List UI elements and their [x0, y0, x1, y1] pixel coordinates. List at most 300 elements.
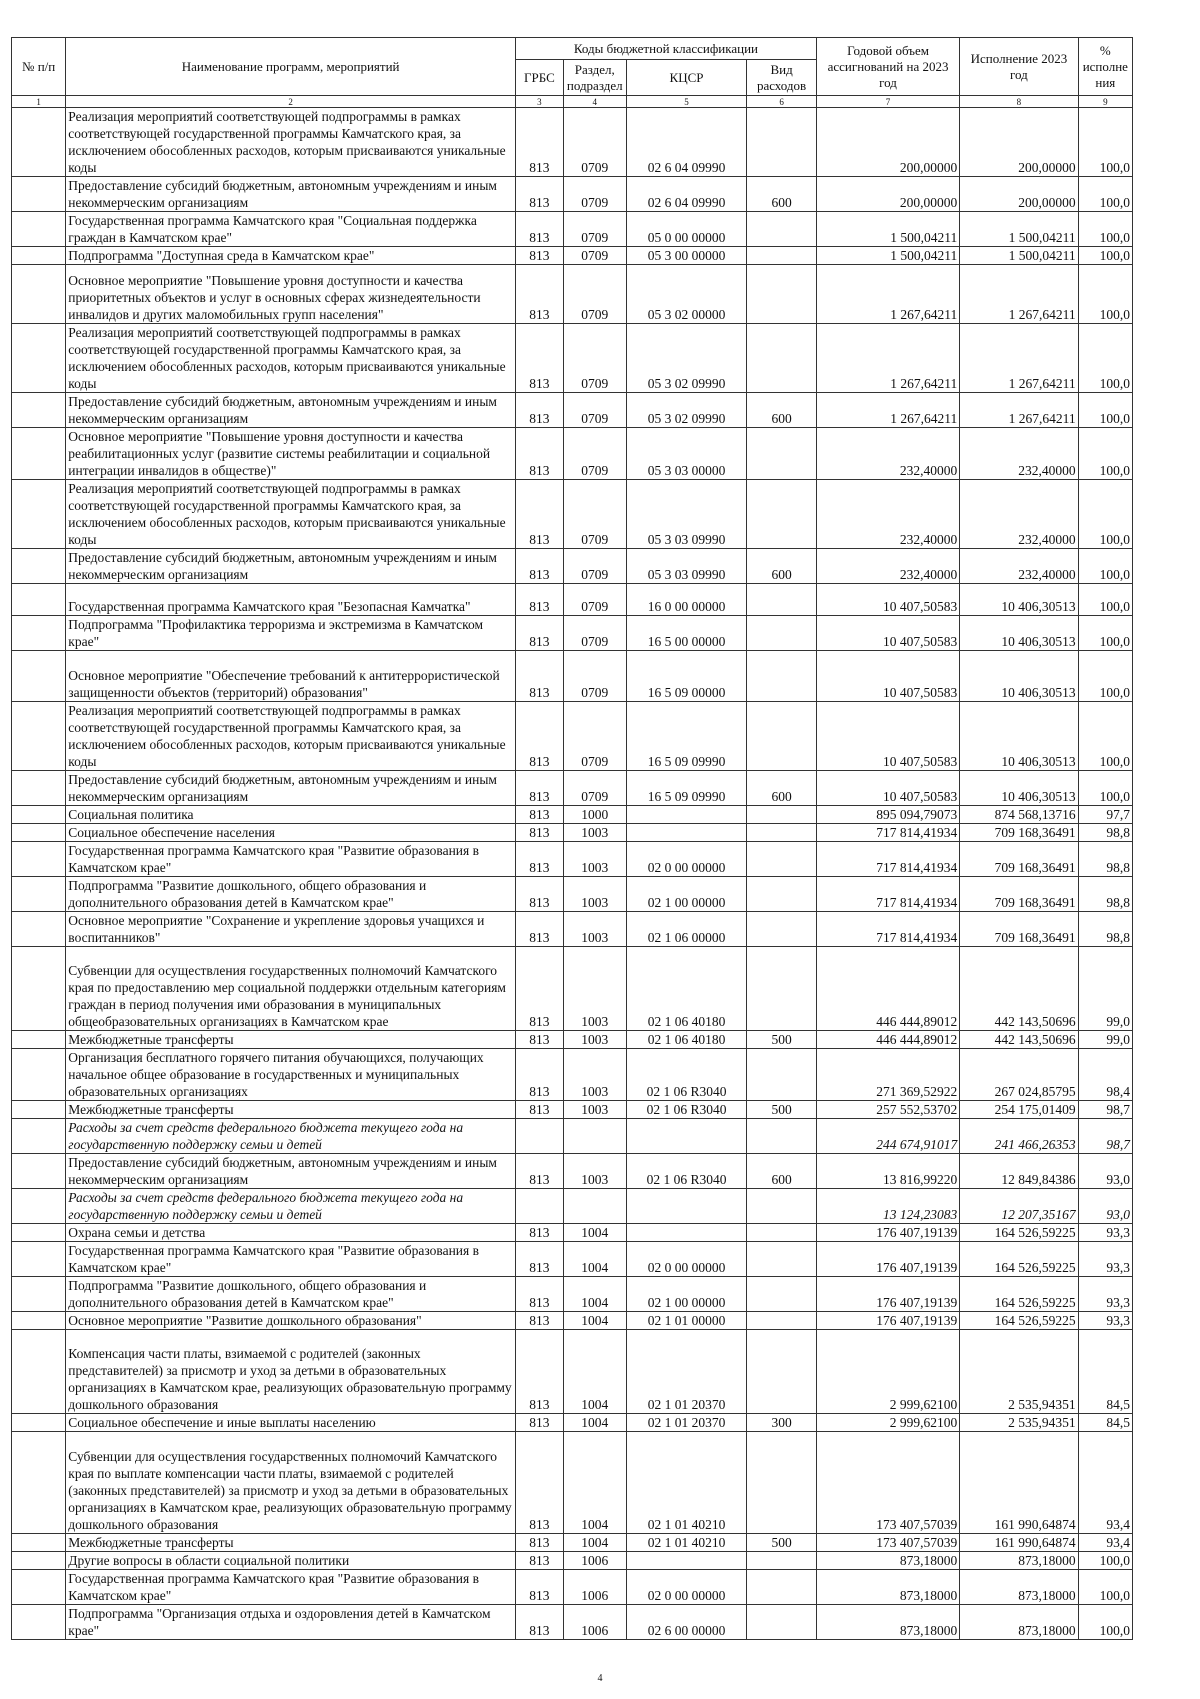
row-vid-cell	[747, 1277, 817, 1312]
header-pct: % исполне ния	[1078, 38, 1132, 96]
header-grbs: ГРБС	[515, 60, 563, 96]
row-razdel-cell: 1003	[563, 1101, 626, 1119]
table-body	[12, 108, 1133, 1640]
row-vid-cell	[747, 806, 817, 824]
row-num-cell	[12, 1312, 66, 1330]
row-pct-cell: 84,5	[1078, 1330, 1132, 1414]
row-num-cell	[12, 877, 66, 912]
row-vid-cell: 600	[747, 393, 817, 428]
row-name-cell: Подпрограмма "Развитие дошкольного, общего образования и дополнительного образования детей в Камчатском крае"	[66, 1277, 516, 1312]
row-grbs-cell: 813	[515, 480, 563, 549]
table-row	[12, 393, 1133, 428]
row-name-cell: Реализация мероприятий соответствующей подпрограммы в рамках соответствующей государственной программы Камчатского края, за исключением обособленных расходов, которым присваиваются уникальные коды	[66, 702, 516, 771]
row-kcsr-cell: 02 1 00 00000	[626, 1277, 747, 1312]
row-pct-cell: 100,0	[1078, 177, 1132, 212]
row-annual-cell: 1 267,64211	[816, 393, 959, 428]
row-pct-cell: 93,3	[1078, 1277, 1132, 1312]
row-pct-cell: 93,3	[1078, 1312, 1132, 1330]
table-row	[12, 1224, 1133, 1242]
row-num-cell	[12, 549, 66, 584]
row-exec-cell: 10 406,30513	[960, 702, 1078, 771]
row-exec-cell: 1 267,64211	[960, 393, 1078, 428]
row-num-cell	[12, 1101, 66, 1119]
row-annual-cell: 176 407,19139	[816, 1224, 959, 1242]
row-num-cell	[12, 177, 66, 212]
header-name: Наименование программ, мероприятий	[66, 38, 516, 96]
row-pct-cell: 98,8	[1078, 842, 1132, 877]
row-annual-cell: 446 444,89012	[816, 1031, 959, 1049]
row-name-cell: Реализация мероприятий соответствующей подпрограммы в рамках соответствующей государственной программы Камчатского края, за исключением обособленных расходов, которым присваиваются уникальные коды	[66, 480, 516, 549]
row-exec-cell: 10 406,30513	[960, 651, 1078, 702]
row-grbs-cell	[515, 1119, 563, 1154]
table-row	[12, 1312, 1133, 1330]
row-kcsr-cell: 02 6 04 09990	[626, 108, 747, 177]
row-name-cell: Основное мероприятие "Повышение уровня доступности и качества приоритетных объектов и услуг в основных сферах жизнедеятельности инвалидов и других маломобильных групп населения"	[66, 265, 516, 324]
row-num-cell	[12, 912, 66, 947]
row-grbs-cell: 813	[515, 1224, 563, 1242]
row-exec-cell: 200,00000	[960, 177, 1078, 212]
row-vid-cell: 600	[747, 771, 817, 806]
row-grbs-cell: 813	[515, 1242, 563, 1277]
row-num-cell	[12, 428, 66, 480]
row-vid-cell: 500	[747, 1534, 817, 1552]
row-name-cell: Компенсация части платы, взимаемой с родителей (законных представителей) за присмотр и уход за детьми в образовательных организациях в Камчатском крае, реализующих образовательную программу дошкольного образования	[66, 1330, 516, 1414]
row-kcsr-cell	[626, 1224, 747, 1242]
row-grbs-cell: 813	[515, 324, 563, 393]
row-razdel-cell: 1004	[563, 1534, 626, 1552]
row-vid-cell: 500	[747, 1101, 817, 1119]
row-kcsr-cell: 02 1 06 00000	[626, 912, 747, 947]
row-razdel-cell: 1003	[563, 877, 626, 912]
row-kcsr-cell: 05 3 03 09990	[626, 480, 747, 549]
row-kcsr-cell: 02 1 00 00000	[626, 877, 747, 912]
row-razdel-cell: 0709	[563, 651, 626, 702]
row-num-cell	[12, 1277, 66, 1312]
row-exec-cell: 161 990,64874	[960, 1534, 1078, 1552]
row-razdel-cell: 1004	[563, 1224, 626, 1242]
row-kcsr-cell: 05 3 03 09990	[626, 549, 747, 584]
row-kcsr-cell: 05 3 02 09990	[626, 393, 747, 428]
table-row	[12, 177, 1133, 212]
table-row	[12, 212, 1133, 247]
row-grbs-cell: 813	[515, 1031, 563, 1049]
row-annual-cell: 232,40000	[816, 428, 959, 480]
row-annual-cell: 176 407,19139	[816, 1312, 959, 1330]
row-pct-cell: 98,8	[1078, 824, 1132, 842]
row-razdel-cell: 1003	[563, 947, 626, 1031]
row-kcsr-cell: 05 3 02 09990	[626, 324, 747, 393]
row-name-cell: Социальная политика	[66, 806, 516, 824]
row-grbs-cell: 813	[515, 393, 563, 428]
row-pct-cell: 98,8	[1078, 877, 1132, 912]
row-exec-cell: 2 535,94351	[960, 1414, 1078, 1432]
table-row	[12, 1534, 1133, 1552]
row-kcsr-cell: 02 1 01 40210	[626, 1432, 747, 1534]
row-razdel-cell: 0709	[563, 177, 626, 212]
row-exec-cell: 12 207,35167	[960, 1189, 1078, 1224]
row-num-cell	[12, 1534, 66, 1552]
row-kcsr-cell: 02 1 01 40210	[626, 1534, 747, 1552]
row-annual-cell: 1 267,64211	[816, 324, 959, 393]
row-pct-cell: 93,4	[1078, 1432, 1132, 1534]
row-kcsr-cell: 16 5 09 00000	[626, 651, 747, 702]
col-number: 2	[66, 96, 516, 108]
row-exec-cell: 232,40000	[960, 428, 1078, 480]
row-num-cell	[12, 108, 66, 177]
row-name-cell: Предоставление субсидий бюджетным, автономным учреждениям и иным некоммерческим организациям	[66, 549, 516, 584]
row-pct-cell: 100,0	[1078, 108, 1132, 177]
col-number: 6	[747, 96, 817, 108]
row-name-cell: Основное мероприятие "Повышение уровня доступности и качества реабилитационных услуг (развитие системы реабилитации и социальной интеграции инвалидов в обществе)"	[66, 428, 516, 480]
row-razdel-cell: 1004	[563, 1432, 626, 1534]
row-name-cell: Предоставление субсидий бюджетным, автономным учреждениям и иным некоммерческим организациям	[66, 177, 516, 212]
row-name-cell: Другие вопросы в области социальной политики	[66, 1552, 516, 1570]
row-vid-cell	[747, 265, 817, 324]
row-exec-cell: 709 168,36491	[960, 912, 1078, 947]
row-num-cell	[12, 1224, 66, 1242]
budget-execution-table	[11, 37, 1133, 1640]
row-grbs-cell: 813	[515, 265, 563, 324]
row-name-cell: Организация бесплатного горячего питания обучающихся, получающих начальное общее образование в государственных и муниципальных образовательных организациях	[66, 1049, 516, 1101]
row-annual-cell: 176 407,19139	[816, 1242, 959, 1277]
row-grbs-cell: 813	[515, 1570, 563, 1605]
row-num-cell	[12, 1330, 66, 1414]
table-row	[12, 108, 1133, 177]
row-vid-cell	[747, 108, 817, 177]
row-annual-cell: 10 407,50583	[816, 584, 959, 616]
row-annual-cell: 873,18000	[816, 1552, 959, 1570]
row-razdel-cell: 1004	[563, 1242, 626, 1277]
row-vid-cell	[747, 1242, 817, 1277]
row-name-cell: Межбюджетные трансферты	[66, 1534, 516, 1552]
row-vid-cell: 600	[747, 1154, 817, 1189]
table-row	[12, 1049, 1133, 1101]
row-grbs-cell: 813	[515, 428, 563, 480]
row-name-cell: Охрана семьи и детства	[66, 1224, 516, 1242]
row-pct-cell: 98,7	[1078, 1119, 1132, 1154]
table-row	[12, 616, 1133, 651]
row-annual-cell: 244 674,91017	[816, 1119, 959, 1154]
row-exec-cell: 164 526,59225	[960, 1312, 1078, 1330]
row-vid-cell	[747, 1432, 817, 1534]
row-grbs-cell: 813	[515, 912, 563, 947]
row-kcsr-cell: 02 1 06 R3040	[626, 1049, 747, 1101]
table-row	[12, 265, 1133, 324]
row-vid-cell	[747, 824, 817, 842]
row-name-cell: Государственная программа Камчатского края "Развитие образования в Камчатском крае"	[66, 842, 516, 877]
row-annual-cell: 446 444,89012	[816, 947, 959, 1031]
row-exec-cell: 10 406,30513	[960, 771, 1078, 806]
row-razdel-cell: 0709	[563, 771, 626, 806]
table-row	[12, 480, 1133, 549]
row-pct-cell: 100,0	[1078, 212, 1132, 247]
col-number: 8	[960, 96, 1078, 108]
row-exec-cell: 873,18000	[960, 1552, 1078, 1570]
row-razdel-cell: 1006	[563, 1570, 626, 1605]
page-number: 4	[597, 1673, 603, 1684]
table-row	[12, 247, 1133, 265]
row-annual-cell: 173 407,57039	[816, 1432, 959, 1534]
table-row	[12, 771, 1133, 806]
row-grbs-cell: 813	[515, 247, 563, 265]
row-annual-cell: 2 999,62100	[816, 1330, 959, 1414]
row-pct-cell: 100,0	[1078, 702, 1132, 771]
row-razdel-cell: 1006	[563, 1552, 626, 1570]
row-vid-cell	[747, 1119, 817, 1154]
row-vid-cell	[747, 912, 817, 947]
row-pct-cell: 99,0	[1078, 947, 1132, 1031]
table-row	[12, 1189, 1133, 1224]
row-num-cell	[12, 1605, 66, 1640]
row-annual-cell: 1 500,04211	[816, 247, 959, 265]
row-kcsr-cell: 02 1 06 40180	[626, 1031, 747, 1049]
row-vid-cell	[747, 584, 817, 616]
row-pct-cell: 100,0	[1078, 616, 1132, 651]
row-exec-cell: 442 143,50696	[960, 947, 1078, 1031]
row-vid-cell	[747, 480, 817, 549]
table-row	[12, 1242, 1133, 1277]
table-row	[12, 549, 1133, 584]
row-grbs-cell: 813	[515, 771, 563, 806]
row-num-cell	[12, 1552, 66, 1570]
header-num: № п/п	[12, 38, 66, 96]
row-pct-cell: 93,3	[1078, 1242, 1132, 1277]
row-annual-cell: 717 814,41934	[816, 824, 959, 842]
table-row	[12, 1605, 1133, 1640]
row-annual-cell: 200,00000	[816, 108, 959, 177]
row-vid-cell: 600	[747, 549, 817, 584]
row-grbs-cell: 813	[515, 1552, 563, 1570]
row-vid-cell	[747, 616, 817, 651]
table-row	[12, 1277, 1133, 1312]
row-num-cell	[12, 393, 66, 428]
row-kcsr-cell: 02 1 06 R3040	[626, 1101, 747, 1119]
row-annual-cell: 10 407,50583	[816, 771, 959, 806]
row-grbs-cell: 813	[515, 1414, 563, 1432]
row-exec-cell: 267 024,85795	[960, 1049, 1078, 1101]
header-razdel: Раздел, подраздел	[563, 60, 626, 96]
row-exec-cell: 1 500,04211	[960, 212, 1078, 247]
row-razdel-cell: 0709	[563, 393, 626, 428]
row-grbs-cell: 813	[515, 877, 563, 912]
table-row	[12, 428, 1133, 480]
row-kcsr-cell: 02 1 06 40180	[626, 947, 747, 1031]
row-pct-cell: 98,7	[1078, 1101, 1132, 1119]
row-annual-cell: 717 814,41934	[816, 877, 959, 912]
row-num-cell	[12, 651, 66, 702]
row-num-cell	[12, 324, 66, 393]
row-kcsr-cell: 16 5 09 09990	[626, 771, 747, 806]
row-exec-cell: 164 526,59225	[960, 1277, 1078, 1312]
row-exec-cell: 874 568,13716	[960, 806, 1078, 824]
row-num-cell	[12, 247, 66, 265]
row-annual-cell: 13 816,99220	[816, 1154, 959, 1189]
row-razdel-cell: 1003	[563, 1031, 626, 1049]
row-grbs-cell: 813	[515, 1101, 563, 1119]
row-razdel-cell	[563, 1119, 626, 1154]
row-annual-cell: 895 094,79073	[816, 806, 959, 824]
row-kcsr-cell: 05 3 03 00000	[626, 428, 747, 480]
row-grbs-cell: 813	[515, 702, 563, 771]
row-annual-cell: 873,18000	[816, 1605, 959, 1640]
row-exec-cell: 709 168,36491	[960, 842, 1078, 877]
row-exec-cell: 1 267,64211	[960, 265, 1078, 324]
row-exec-cell: 241 466,26353	[960, 1119, 1078, 1154]
row-grbs-cell: 813	[515, 584, 563, 616]
table-row	[12, 1552, 1133, 1570]
row-vid-cell	[747, 1605, 817, 1640]
row-name-cell: Государственная программа Камчатского края "Развитие образования в Камчатском крае"	[66, 1570, 516, 1605]
row-name-cell: Социальное обеспечение и иные выплаты населению	[66, 1414, 516, 1432]
row-grbs-cell	[515, 1189, 563, 1224]
row-annual-cell: 13 124,23083	[816, 1189, 959, 1224]
row-grbs-cell: 813	[515, 108, 563, 177]
table-row	[12, 1432, 1133, 1534]
col-number: 4	[563, 96, 626, 108]
row-grbs-cell: 813	[515, 824, 563, 842]
row-pct-cell: 93,0	[1078, 1189, 1132, 1224]
table-row	[12, 877, 1133, 912]
row-vid-cell	[747, 1330, 817, 1414]
row-pct-cell: 100,0	[1078, 428, 1132, 480]
row-name-cell: Подпрограмма "Доступная среда в Камчатском крае"	[66, 247, 516, 265]
row-num-cell	[12, 702, 66, 771]
row-kcsr-cell: 02 1 01 20370	[626, 1330, 747, 1414]
row-vid-cell	[747, 1189, 817, 1224]
row-pct-cell: 100,0	[1078, 1552, 1132, 1570]
row-exec-cell: 10 406,30513	[960, 584, 1078, 616]
row-kcsr-cell: 05 0 00 00000	[626, 212, 747, 247]
row-num-cell	[12, 480, 66, 549]
row-name-cell: Подпрограмма "Развитие дошкольного, общего образования и дополнительного образования детей в Камчатском крае"	[66, 877, 516, 912]
row-grbs-cell: 813	[515, 616, 563, 651]
row-razdel-cell: 1006	[563, 1605, 626, 1640]
row-num-cell	[12, 1570, 66, 1605]
row-vid-cell: 500	[747, 1031, 817, 1049]
row-exec-cell: 232,40000	[960, 480, 1078, 549]
row-pct-cell: 100,0	[1078, 771, 1132, 806]
row-vid-cell	[747, 1049, 817, 1101]
row-razdel-cell: 1003	[563, 1154, 626, 1189]
row-num-cell	[12, 806, 66, 824]
row-vid-cell	[747, 1224, 817, 1242]
table-row	[12, 651, 1133, 702]
row-pct-cell: 93,4	[1078, 1534, 1132, 1552]
row-annual-cell: 873,18000	[816, 1570, 959, 1605]
row-num-cell	[12, 1119, 66, 1154]
row-pct-cell: 98,8	[1078, 912, 1132, 947]
row-kcsr-cell: 02 6 04 09990	[626, 177, 747, 212]
row-num-cell	[12, 1031, 66, 1049]
row-name-cell: Межбюджетные трансферты	[66, 1101, 516, 1119]
row-exec-cell: 873,18000	[960, 1570, 1078, 1605]
table-row	[12, 702, 1133, 771]
row-kcsr-cell: 16 5 09 09990	[626, 702, 747, 771]
row-name-cell: Реализация мероприятий соответствующей подпрограммы в рамках соответствующей государственной программы Камчатского края, за исключением обособленных расходов, которым присваиваются уникальные коды	[66, 108, 516, 177]
row-grbs-cell: 813	[515, 549, 563, 584]
row-razdel-cell: 0709	[563, 108, 626, 177]
row-grbs-cell: 813	[515, 1432, 563, 1534]
row-razdel-cell: 1000	[563, 806, 626, 824]
col-number: 7	[816, 96, 959, 108]
row-name-cell: Межбюджетные трансферты	[66, 1031, 516, 1049]
table-row	[12, 1119, 1133, 1154]
row-razdel-cell: 0709	[563, 702, 626, 771]
row-exec-cell: 12 849,84386	[960, 1154, 1078, 1189]
row-name-cell: Предоставление субсидий бюджетным, автономным учреждениям и иным некоммерческим организациям	[66, 1154, 516, 1189]
row-exec-cell: 254 175,01409	[960, 1101, 1078, 1119]
table-row	[12, 912, 1133, 947]
row-vid-cell	[747, 247, 817, 265]
col-number: 3	[515, 96, 563, 108]
header-vid: Вид расходов	[747, 60, 817, 96]
row-name-cell: Подпрограмма "Профилактика терроризма и экстремизма в Камчатском крае"	[66, 616, 516, 651]
row-vid-cell: 600	[747, 177, 817, 212]
row-exec-cell: 232,40000	[960, 549, 1078, 584]
row-grbs-cell: 813	[515, 1277, 563, 1312]
row-vid-cell	[747, 877, 817, 912]
row-kcsr-cell	[626, 1119, 747, 1154]
table-row	[12, 842, 1133, 877]
row-annual-cell: 176 407,19139	[816, 1277, 959, 1312]
row-annual-cell: 232,40000	[816, 480, 959, 549]
row-pct-cell: 100,0	[1078, 265, 1132, 324]
row-razdel-cell: 1004	[563, 1330, 626, 1414]
row-num-cell	[12, 771, 66, 806]
row-annual-cell: 10 407,50583	[816, 702, 959, 771]
row-grbs-cell: 813	[515, 842, 563, 877]
row-exec-cell: 161 990,64874	[960, 1432, 1078, 1534]
row-pct-cell: 100,0	[1078, 1570, 1132, 1605]
row-name-cell: Расходы за счет средств федерального бюджета текущего года на государственную поддержку семьи и детей	[66, 1119, 516, 1154]
row-vid-cell	[747, 1312, 817, 1330]
row-kcsr-cell: 02 1 01 00000	[626, 1312, 747, 1330]
row-pct-cell: 93,3	[1078, 1224, 1132, 1242]
row-pct-cell: 100,0	[1078, 651, 1132, 702]
row-kcsr-cell: 02 6 00 00000	[626, 1605, 747, 1640]
row-razdel-cell: 1003	[563, 824, 626, 842]
row-kcsr-cell: 05 3 00 00000	[626, 247, 747, 265]
row-num-cell	[12, 212, 66, 247]
row-vid-cell	[747, 1552, 817, 1570]
row-razdel-cell: 1004	[563, 1414, 626, 1432]
row-name-cell: Предоставление субсидий бюджетным, автономным учреждениям и иным некоммерческим организациям	[66, 771, 516, 806]
row-pct-cell: 100,0	[1078, 247, 1132, 265]
row-razdel-cell: 0709	[563, 480, 626, 549]
row-pct-cell: 100,0	[1078, 549, 1132, 584]
row-grbs-cell: 813	[515, 651, 563, 702]
row-razdel-cell: 0709	[563, 324, 626, 393]
row-pct-cell: 100,0	[1078, 1605, 1132, 1640]
row-pct-cell: 100,0	[1078, 393, 1132, 428]
row-kcsr-cell: 02 0 00 00000	[626, 842, 747, 877]
row-razdel-cell: 1003	[563, 1049, 626, 1101]
row-annual-cell: 10 407,50583	[816, 616, 959, 651]
row-num-cell	[12, 1154, 66, 1189]
row-razdel-cell: 0709	[563, 212, 626, 247]
table-row	[12, 1414, 1133, 1432]
row-razdel-cell: 0709	[563, 584, 626, 616]
row-razdel-cell: 0709	[563, 428, 626, 480]
row-kcsr-cell: 02 1 06 R3040	[626, 1154, 747, 1189]
row-pct-cell: 93,0	[1078, 1154, 1132, 1189]
col-number: 1	[12, 96, 66, 108]
table-row	[12, 1330, 1133, 1414]
row-vid-cell	[747, 324, 817, 393]
row-annual-cell: 10 407,50583	[816, 651, 959, 702]
header-annual: Годовой объем ассигнований на 2023 год	[816, 38, 959, 96]
row-exec-cell: 2 535,94351	[960, 1330, 1078, 1414]
